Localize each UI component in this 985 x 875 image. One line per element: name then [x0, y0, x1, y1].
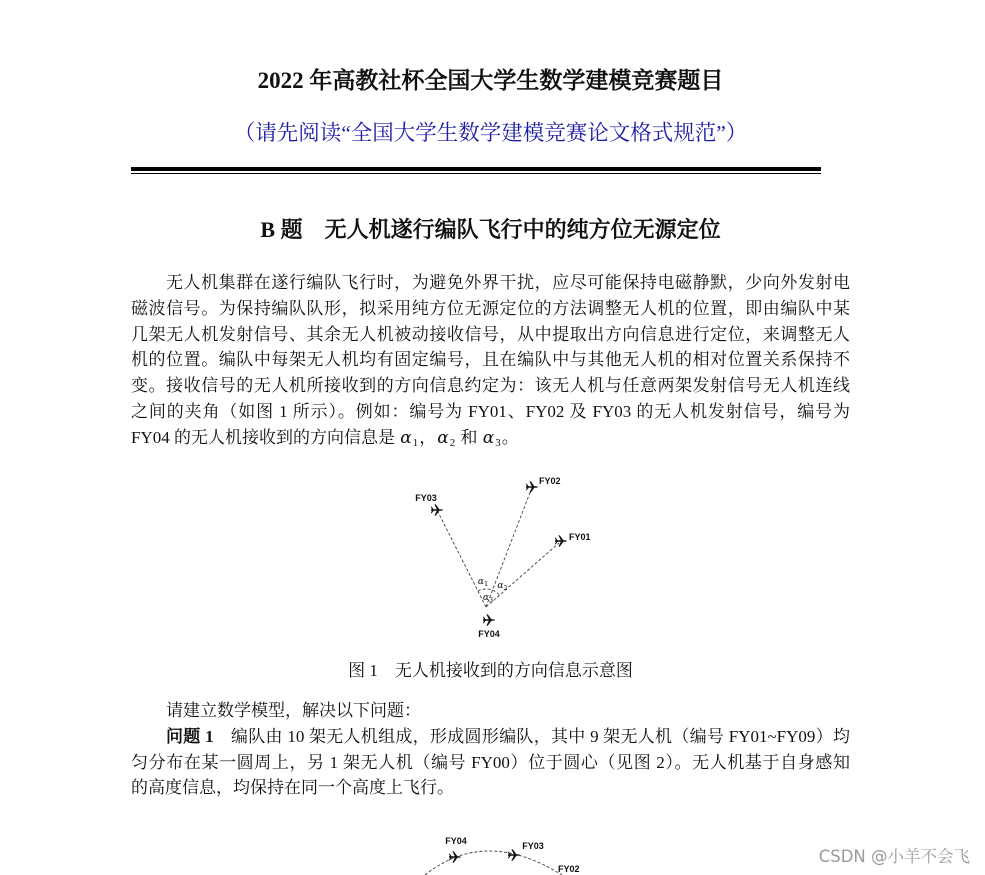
separator-and: 和: [456, 427, 482, 447]
paragraph-line: 机的位置。编队中每架无人机均有固定编号，且在编队中与其他无人机的相对位置关系保持不: [131, 350, 850, 370]
paragraph-line-last: [131, 425, 850, 451]
angle-symbol: α: [437, 427, 449, 448]
line-fy04-fy01: [483, 543, 559, 607]
airplane-icon: [431, 504, 443, 515]
question-line: [131, 724, 850, 750]
paragraph-line: 之间的夹角（如图 1 所示）。例如：编号为 FY01、FY02 及 FY03 的无人机发射信号，编号为: [131, 401, 850, 421]
page-subtitle: （请先阅读“全国大学生数学建模竞赛论文格式规范”）: [233, 121, 748, 145]
angle-subscript: 1: [412, 436, 419, 449]
watermark: CSDN @小羊不会飞: [818, 847, 970, 866]
airplane-icon: [449, 851, 461, 862]
figure-1-caption: 图 1 无人机接收到的方向信息示意图: [348, 661, 633, 680]
task-intro: 请建立数学模型，解决以下问题：: [166, 701, 421, 720]
formation-circle-arc: [425, 851, 562, 875]
angle-label-1: [478, 577, 488, 588]
problem-label: B 题: [260, 217, 303, 242]
angle-label-3: [483, 593, 493, 604]
line-fy04-fy03: [438, 512, 489, 607]
page-title: 2022 年高教社杯全国大学生数学建模竞赛题目: [257, 68, 724, 93]
angle-symbol: α: [400, 427, 412, 448]
label-fy01: FY01: [569, 532, 591, 542]
header-rule-thick: [131, 167, 821, 171]
angle-subscript: 1: [483, 580, 489, 588]
airplane-icon: [555, 535, 567, 546]
question-label: 问题 1: [166, 726, 214, 746]
label-fy03: FY03: [415, 493, 437, 503]
angle-subscript: 3: [495, 436, 501, 449]
angle-symbol: α: [482, 427, 495, 448]
question-section: [131, 698, 850, 801]
label-fy03: FY03: [522, 841, 544, 851]
angle-symbol: α: [482, 593, 489, 603]
airplane-icon: [526, 481, 538, 492]
paragraph-line: 几架无人机发射信号、其余无人机被动接收信号，从中提取出方向信息进行定位，来调整无人: [131, 324, 850, 344]
angle-label-2: [497, 581, 507, 592]
line-fy04-fy02: [483, 490, 531, 607]
label-fy04: FY04: [445, 836, 467, 846]
angle-subscript: 3: [488, 596, 494, 604]
paragraph-line: 变。接收信号的无人机所接收到的方向信息约定为：该无人机与任意两架发射信号无人机连线: [131, 376, 850, 396]
airplane-icon: [508, 849, 520, 860]
header-rule-thin: [131, 173, 821, 174]
angle-symbol: α: [497, 581, 504, 591]
angle-subscript: 2: [449, 436, 456, 449]
line-prefix: FY04 的无人机接收到的方向信息是: [131, 427, 400, 447]
figure-2-diagram: [380, 828, 620, 875]
angle-symbol: α: [477, 577, 484, 587]
angle-subscript: 2: [503, 584, 508, 592]
question-text: 编队由 10 架无人机组成，形成圆形编队，其中 9 架无人机（编号 FY01~FY09）均: [230, 726, 850, 746]
question-line-last: 的高度信息，均保持在同一个高度上飞行。: [131, 778, 454, 798]
intro-paragraph: [131, 270, 850, 451]
label-fy02: FY02: [539, 476, 561, 486]
label-fy04: FY04: [478, 629, 500, 639]
paragraph-line: 无人机集群在遂行编队飞行时，为避免外界干扰，应尽可能保持电磁静默，少向外发射电: [166, 273, 850, 292]
label-fy02: FY02: [558, 864, 580, 874]
problem-heading: [131, 214, 850, 246]
problem-title: 无人机遂行编队飞行中的纯方位无源定位: [324, 217, 721, 242]
separator-comma: ，: [419, 427, 437, 447]
line-end: 。: [501, 427, 519, 447]
figure-1-diagram: [380, 465, 620, 645]
question-line: 匀分布在某一圆周上，另 1 架无人机（编号 FY00）位于圆心（见图 2）。无人机基于自身感知: [131, 752, 850, 772]
paragraph-line: 磁波信号。为保持编队队形，拟采用纯方位无源定位的方法调整无人机的位置，即由编队中某: [131, 298, 850, 318]
airplane-icon: [483, 614, 495, 625]
